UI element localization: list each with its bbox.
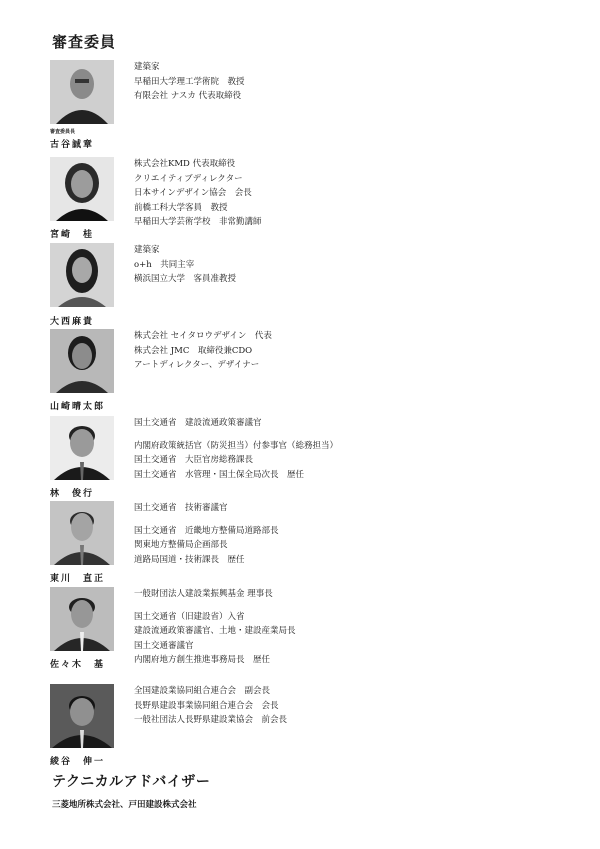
member-photo — [50, 157, 114, 221]
member-profile — [134, 60, 245, 104]
profile-line: 内閣府政策統括官（防災担当）付参事官（総務担当） — [134, 440, 339, 451]
profile-line: 国土交通省 技術審議官 — [134, 503, 228, 513]
profile-line: 横浜国立大学 客員准教授 — [134, 274, 237, 284]
profile-line: 全国建設業協同組合連合会 副会長 — [134, 686, 271, 696]
member-name: 林 俊行 — [50, 489, 95, 499]
member-name: 佐々木 基 — [50, 660, 106, 670]
profile-line: 株式会社 JMC 取締役兼CDO — [134, 345, 253, 356]
portrait-image — [50, 243, 114, 307]
member-profile — [134, 157, 262, 230]
profile-line: 長野県建設事業協同組合連合会 会長 — [134, 700, 279, 711]
profile-line: 内閣府地方創生推進事務局長 歴任 — [134, 655, 271, 665]
member-profile — [134, 587, 296, 668]
advisor-heading: テクニカルアドバイザー — [52, 774, 211, 790]
portrait-image — [50, 329, 114, 393]
profile-line: 建設流通政策審議官、土地・建設産業局長 — [134, 626, 296, 636]
portrait-image — [50, 157, 114, 221]
profile-line: 日本サインデザイン協会 会長 — [134, 188, 252, 198]
member-photo — [50, 587, 114, 651]
profile-line: 国土交通省 大臣官房総務課長 — [134, 455, 254, 465]
profile-line: クリエイティブディレクター — [134, 173, 243, 184]
profile-line: 早稲田大学芸術学校 非常勤講師 — [134, 217, 262, 227]
profile-line: 株式会社KMD 代表取締役 — [134, 159, 236, 169]
member-profile — [134, 684, 287, 728]
member-photo — [50, 329, 114, 393]
advisor-companies: 三菱地所株式会社、戸田建設株式会社 — [52, 800, 197, 810]
profile-line: 有限会社 ナスカ 代表取締役 — [134, 91, 242, 101]
profile-line: 早稲田大学理工学術院 教授 — [134, 76, 245, 87]
member-name: 綾谷 伸一 — [50, 757, 106, 767]
profile-line: 関東地方整備局企画部長 — [134, 540, 228, 550]
profile-line: 国土交通省（旧建設省）入省 — [134, 611, 245, 622]
profile-line: アートディレクター、デザイナー — [134, 360, 260, 370]
profile-line: 株式会社 セイタロウデザイン 代表 — [134, 331, 272, 341]
member-name: 東川 直正 — [50, 574, 106, 584]
profile-line: 一般財団法人建設業振興基金 理事長 — [134, 589, 273, 599]
profile-line: 国土交通審議官 — [134, 640, 194, 651]
member-profile — [134, 501, 279, 567]
member-profile — [134, 416, 338, 482]
role-tag: 審査委員長 — [50, 129, 76, 135]
profile-line: 国土交通省 水管理・国土保全局次長 歴任 — [134, 469, 305, 480]
member-photo — [50, 416, 114, 480]
profile-line: 前橋工科大学客員 教授 — [134, 202, 228, 213]
profile-line: 一般社団法人長野県建設業協会 前会長 — [134, 715, 288, 725]
portrait-image — [50, 684, 114, 748]
member-name: 山崎晴太郎 — [50, 402, 106, 412]
profile-line: 国土交通省 近畿地方整備局道路部長 — [134, 525, 279, 536]
member-name: 宮崎 桂 — [50, 230, 95, 240]
member-photo — [50, 243, 114, 307]
member-profile — [134, 329, 272, 373]
portrait-image — [50, 587, 114, 651]
page-title: 審査委員 — [52, 33, 117, 51]
profile-line: 道路局国道・技術課長 歴任 — [134, 554, 245, 565]
profile-line: 建築家 — [134, 245, 160, 255]
member-photo — [50, 60, 114, 124]
member-photo — [50, 501, 114, 565]
portrait-image — [50, 501, 114, 565]
portrait-image — [50, 416, 114, 480]
member-profile — [134, 243, 236, 287]
portrait-image — [50, 60, 114, 124]
profile-line: 国土交通省 建設流通政策審議官 — [134, 418, 262, 428]
profile-line: o+h 共同主宰 — [134, 259, 195, 270]
member-name: 古谷誠章 — [50, 140, 95, 150]
profile-line: 建築家 — [134, 62, 160, 72]
member-name: 大西麻貴 — [50, 317, 95, 327]
member-photo — [50, 684, 114, 748]
